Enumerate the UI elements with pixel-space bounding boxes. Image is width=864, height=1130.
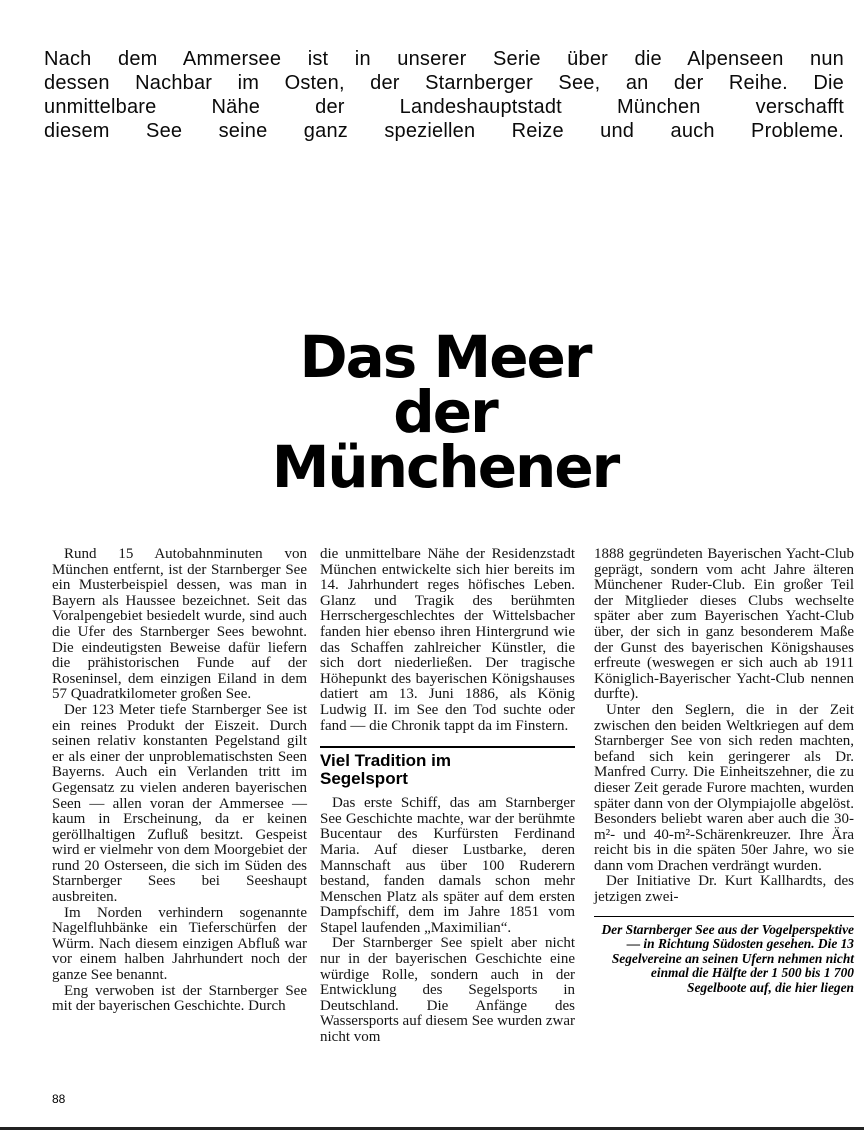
text-column-3: [594, 547, 854, 996]
intro-line: Nach dem Ammersee ist in unserer Serie über die Alpenseen nun: [44, 48, 844, 70]
text-column-1: [52, 547, 307, 1015]
intro-line: unmittelbare Nähe der Landeshauptstadt München verschafft: [44, 96, 844, 118]
paragraph: Der Starnberger See spielt aber nicht nur in der bayerischen Geschichte eine würdige Rolle, sondern auch in der Entwicklung des Segelsports in Deutschland. Die Anfänge des Wassersports auf diesem See wurden zwar nicht vom: [320, 935, 575, 1046]
section-subheading: [320, 746, 575, 788]
intro-line: diesem See seine ganz speziellen Reize und auch Probleme.: [44, 120, 844, 142]
paragraph: Der Initiative Dr. Kurt Kallhardts, des jetzigen zwei-: [594, 873, 854, 906]
paragraph: Eng verwoben ist der Starnberger See mit der bayerischen Geschichte. Durch: [52, 982, 307, 1015]
paragraph: 1888 gegründeten Bayerischen Yacht-Club geprägt, sondern vom acht Jahre älteren Münchener Ruder-Club. Ein großer Teil der Mitglieder dieses Clubs wechselte später aber zum Bayerischen Yacht-Club über, der sich in ganz besonderem Maße der Gunst des bayerischen Königshauses erfreute (weswegen er sich auch ab 1911 Königlich-Bayerischer Yacht-Club nennen durfte).: [594, 546, 854, 703]
headline-line: der: [393, 378, 497, 446]
paragraph: die unmittelbare Nähe der Residenzstadt München entwickelte sich hier bereits im 14. Jahrhundert reges höfisches Leben. Glanz und Tragik des berühmten Herrschergeschlechtes der Wittelsbacher fanden hier ebenso ihren Hintergrund wie das Schaffen zahlreicher Künstler, die sich dort niederließen. Der tragische Höhepunkt des bayerischen Königshauses datiert am 13. Juni 1886, als König Ludwig II. im See den Tod suchte oder fand — die Chronik tappt da im Finstern.: [320, 546, 575, 734]
paragraph: Im Norden verhindern sogenannte Nagelfluhbänke ein Tieferschürfen der Würm. Nach diesem einzigen Abfluß war vor einem halben Jahrhundert noch der ganze See benannt.: [52, 904, 307, 984]
article-headline: [200, 323, 690, 501]
headline-line: Das Meer: [299, 323, 591, 391]
photo-caption: Der Starnberger See aus der Vogelperspektive — in Richtung Südosten gesehen. Die 13 Segelvereine an seinen Ufern nehmen nicht einmal die Hälfte der 1 500 bis 1 700 Segelboote auf, die hier liegen: [594, 916, 854, 996]
paragraph: Rund 15 Autobahnminuten von München entfernt, ist der Starnberger See ein Musterbeispiel dessen, was man in Bayern als Haussee bezeichnet. Seit das Voralpengebiet besiedelt wurde, sind auch die Ufer des Starnberger Sees bewohnt. Die eindeutigsten Beweise dafür liefern die prähistorischen Funde auf der Roseninsel, dem einzigen Eiland in dem 57 Quadratkilometer großen See.: [52, 546, 307, 703]
paragraph: Unter den Seglern, die in der Zeit zwischen den beiden Weltkriegen auf dem Starnberger See von sich reden machten, befand sich kein geringerer als Dr. Manfred Curry. Die Einheitszehner, die zu dieser Zeit gerade Furore machten, wurden später dann von der Olympiajolle abgelöst. Besonders beliebt waren aber auch die 30-m²- und 40-m²-Schärenkreuzer. Ihre Ära reicht bis in die späten 50er Jahre, wo sie dann vom Drachen verdrängt wurden.: [594, 701, 854, 874]
paragraph: Der 123 Meter tiefe Starnberger See ist ein reines Produkt der Eiszeit. Durch seinen relativ konstanten Pegelstand gilt er als einer der unproblematischsten Seen Bayerns. Auch ein Verlanden tritt im Gegensatz zu vielen anderen bayerischen Seen — allen voran der Ammersee — kaum in Erscheinung, da er keinen geröllhaltigen Zufluß besitzt. Gespeist wird er vielmehr von dem Moorgebiet der rund 20 Osterseen, die sich im Süden des Starnberger Sees bei Seeshaupt ausbreiten.: [52, 701, 307, 906]
paragraph: Das erste Schiff, das am Starnberger See Geschichte machte, war der berühmte Bucentaur des Kurfürsten Ferdinand Maria. Auf dieser Lustbarke, deren Mannschaft aus über 100 Ruderern bestand, fanden damals schon mehr Menschen Platz als später auf dem ersten Dampfschiff, dem im Jahre 1851 vom Stapel laufenden „Maximilian“.: [320, 795, 575, 936]
intro-line: dessen Nachbar im Osten, der Starnberger See, an der Reihe. Die: [44, 72, 844, 94]
page-number: 88: [52, 1092, 66, 1106]
subheading-line: Viel Tradition im: [320, 751, 451, 771]
intro-text: [44, 47, 844, 143]
headline-line: Münchener: [271, 433, 619, 501]
text-column-2: [320, 547, 575, 1046]
subheading-line: Segelsport: [320, 769, 408, 789]
